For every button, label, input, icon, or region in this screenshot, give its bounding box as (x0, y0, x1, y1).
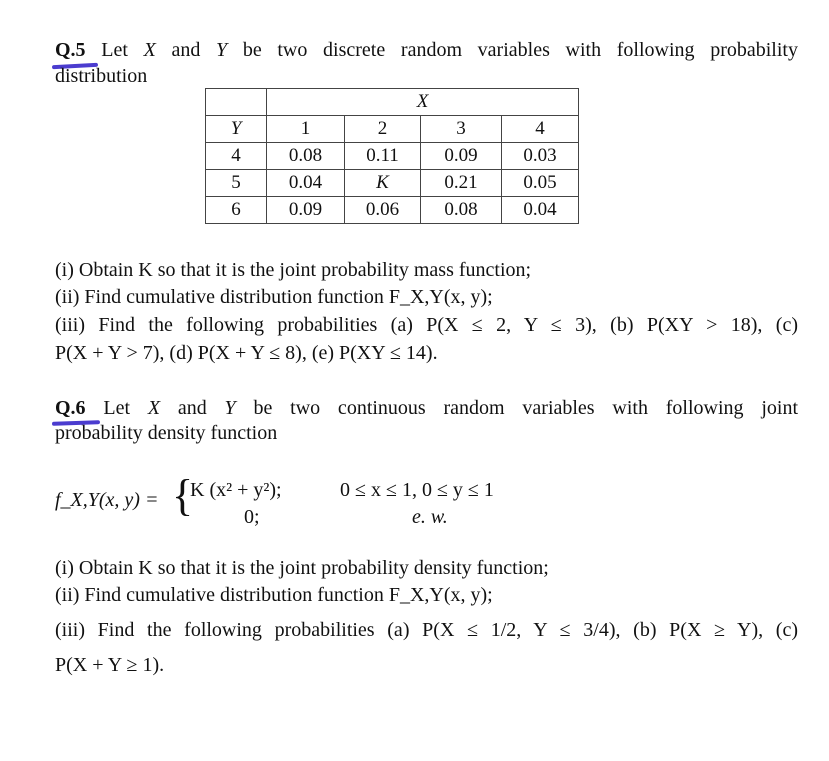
prob-cell: 0.03 (502, 143, 579, 170)
y-value-cell: 4 (206, 143, 267, 170)
q5-intro-line2: distribution (55, 65, 148, 87)
q5-intro-line1: Q.5 Let X and Y be two discrete random variables with following probability (55, 39, 798, 61)
y-header-cell: Y (206, 116, 267, 143)
prob-cell: 0.08 (267, 143, 345, 170)
q6-part-ii: (ii) Find cumulative distribution function F_X,Y(x, y); (55, 584, 493, 606)
prob-cell: 0.06 (345, 197, 421, 224)
q6-intro-line1: Q.6 Let X and Y be two continuous random variables with following joint (55, 397, 798, 419)
table-row (206, 116, 579, 143)
q5-part-i: (i) Obtain K so that it is the joint probability mass function; (55, 259, 532, 281)
table-corner-cell (206, 89, 267, 116)
prob-cell: 0.09 (421, 143, 502, 170)
prob-cell: 0.04 (502, 197, 579, 224)
q6-part-iii-line2: P(X + Y ≥ 1). (55, 654, 165, 676)
prob-cell: 0.08 (421, 197, 502, 224)
pdf-case2-expr: 0; (244, 506, 260, 528)
prob-cell: 0.09 (267, 197, 345, 224)
y-value-cell: 6 (206, 197, 267, 224)
q6-intro-line2: probability density function (55, 422, 278, 444)
x-header-cell: X (267, 89, 579, 116)
q6-part-i: (i) Obtain K so that it is the joint probability density function; (55, 557, 549, 579)
prob-cell: 0.11 (345, 143, 421, 170)
x-value-cell: 4 (502, 116, 579, 143)
prob-cell: 0.21 (421, 170, 502, 197)
prob-cell: K (345, 170, 421, 197)
pdf-brace: { (172, 471, 194, 520)
pdf-case1-cond: 0 ≤ x ≤ 1, 0 ≤ y ≤ 1 (340, 479, 494, 501)
x-value-cell: 2 (345, 116, 421, 143)
x-value-cell: 3 (421, 116, 502, 143)
q6-part-iii-line1: (iii) Find the following probabilities (a) P(X ≤ 1/2, Y ≤ 3/4), (b) P(X ≥ Y), (c) (55, 619, 798, 641)
table-row (206, 197, 579, 224)
x-value-cell: 1 (267, 116, 345, 143)
q5-probability-table (205, 88, 579, 224)
prob-cell: 0.04 (267, 170, 345, 197)
q5-part-ii: (ii) Find cumulative distribution function F_X,Y(x, y); (55, 286, 493, 308)
table-row (206, 143, 579, 170)
table-row (206, 89, 579, 116)
table-row (206, 170, 579, 197)
q6-number: Q.6 (55, 397, 86, 419)
pdf-case2-cond: e. w. (412, 506, 448, 528)
q5-number: Q.5 (55, 39, 86, 61)
q5-part-iii-line2: P(X + Y > 7), (d) P(X + Y ≤ 8), (e) P(XY ≤ 14). (55, 342, 438, 364)
q5-part-iii-line1: (iii) Find the following probabilities (a) P(X ≤ 2, Y ≤ 3), (b) P(XY > 18), (c) (55, 314, 798, 336)
y-value-cell: 5 (206, 170, 267, 197)
prob-cell: 0.05 (502, 170, 579, 197)
pdf-lhs: f_X,Y(x, y) = (55, 489, 159, 511)
pdf-case1-expr: K (x² + y²); (190, 479, 282, 501)
